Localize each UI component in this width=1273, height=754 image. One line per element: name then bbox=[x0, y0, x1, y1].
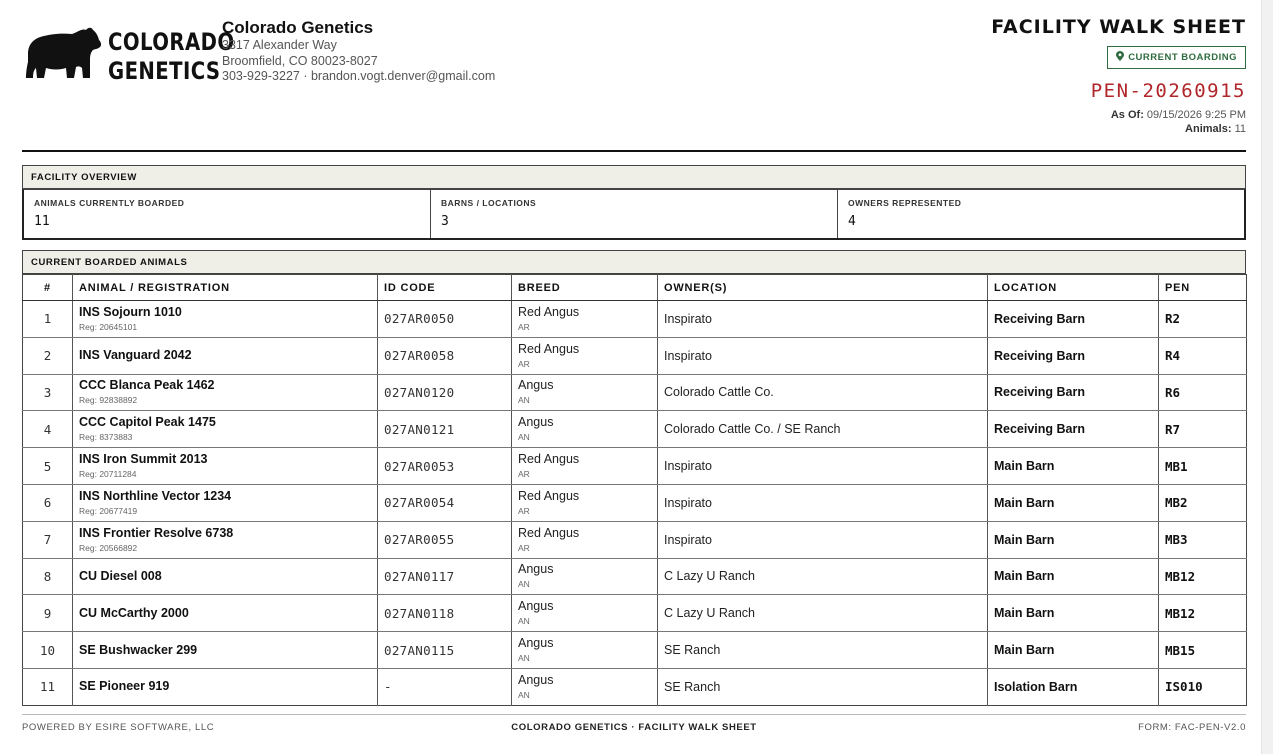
bear-icon bbox=[22, 24, 102, 82]
row-number: 1 bbox=[23, 301, 73, 338]
table-header-row bbox=[23, 275, 1247, 301]
animal-cell bbox=[73, 301, 378, 338]
footer-divider bbox=[22, 714, 1246, 715]
company-info bbox=[222, 18, 495, 85]
registration-number: Reg: 92838892 bbox=[79, 395, 138, 406]
id-code: 027AR0053 bbox=[378, 448, 512, 485]
vertical-scrollbar[interactable] bbox=[1261, 0, 1273, 754]
table-row bbox=[23, 411, 1247, 448]
pen-cell: MB15 bbox=[1159, 632, 1247, 669]
status-badge-label: CURRENT BOARDING bbox=[1128, 52, 1237, 63]
pen-cell: IS010 bbox=[1165, 679, 1203, 695]
animals-count-line bbox=[991, 122, 1246, 136]
pen-cell: R6 bbox=[1159, 374, 1247, 411]
overview-grid bbox=[22, 189, 1246, 240]
boarded-animals-heading: CURRENT BOARDED ANIMALS bbox=[22, 250, 1246, 274]
animal-name: SE Pioneer 919 bbox=[79, 679, 170, 694]
animal-name: CCC Capitol Peak 1475 bbox=[79, 415, 216, 430]
pen-sheet-id: PEN-20260915 bbox=[1090, 80, 1246, 102]
company-logo bbox=[22, 22, 235, 86]
pen-cell: MB2 bbox=[1159, 484, 1247, 521]
animal-name: INS Sojourn 1010 bbox=[79, 304, 182, 319]
owner-cell: Colorado Cattle Co. bbox=[658, 374, 988, 411]
registration-number: Reg: 20711284 bbox=[79, 469, 137, 480]
table-row bbox=[23, 484, 1247, 521]
table-row bbox=[23, 448, 1247, 485]
location-cell: Main Barn bbox=[988, 632, 1159, 669]
company-address-line-2: Broomfield, CO 80023-8027 bbox=[222, 53, 378, 68]
breed-cell bbox=[512, 301, 658, 338]
table-row bbox=[23, 668, 1247, 705]
table-row bbox=[23, 595, 1247, 632]
breed-cell bbox=[512, 448, 658, 485]
breed-code: AR bbox=[518, 505, 530, 516]
id-code: 027AN0120 bbox=[378, 374, 512, 411]
breed-cell bbox=[512, 521, 658, 558]
logo-line-2: GENETICS bbox=[108, 57, 221, 85]
registration-number: Reg: 20645101 bbox=[79, 321, 138, 332]
breed-name: Angus bbox=[518, 636, 554, 651]
logo-wordmark bbox=[108, 28, 234, 86]
overview-cell-locations bbox=[431, 190, 838, 238]
animal-name: SE Bushwacker 299 bbox=[79, 642, 198, 657]
animal-cell bbox=[73, 632, 378, 669]
animal-cell bbox=[73, 374, 378, 411]
animal-cell bbox=[73, 558, 378, 595]
row-number: 5 bbox=[23, 448, 73, 485]
status-badge bbox=[1107, 46, 1246, 69]
table-row bbox=[23, 337, 1247, 374]
breed-code: AR bbox=[518, 358, 530, 369]
breed-name: Angus bbox=[518, 378, 554, 393]
id-code: 027AR0054 bbox=[378, 484, 512, 521]
overview-cell-animals bbox=[24, 190, 431, 238]
table-row bbox=[23, 301, 1247, 338]
animal-name: INS Northline Vector 1234 bbox=[79, 488, 232, 503]
id-code: 027AR0055 bbox=[378, 521, 512, 558]
table-row bbox=[23, 374, 1247, 411]
animal-cell bbox=[73, 595, 378, 632]
breed-name: Red Angus bbox=[518, 341, 580, 356]
breed-name: Red Angus bbox=[518, 304, 580, 319]
breed-cell bbox=[512, 558, 658, 595]
boarded-animals-table bbox=[22, 274, 1247, 706]
column-header-id-code: ID CODE bbox=[378, 275, 512, 301]
location-cell: Receiving Barn bbox=[988, 411, 1159, 448]
row-number: 10 bbox=[23, 632, 73, 669]
location-cell: Receiving Barn bbox=[988, 301, 1159, 338]
breed-code: AN bbox=[518, 579, 530, 590]
boarded-animals-section bbox=[22, 250, 1246, 706]
company-contact: 303-929-3227 · brandon.vogt.denver@gmail.com bbox=[222, 69, 496, 83]
breed-name: Angus bbox=[518, 415, 554, 430]
breed-name: Red Angus bbox=[518, 488, 580, 503]
breed-cell bbox=[512, 595, 658, 632]
column-header-pen: PEN bbox=[1159, 275, 1247, 301]
breed-cell bbox=[512, 668, 658, 705]
owner-cell: C Lazy U Ranch bbox=[658, 595, 988, 632]
row-number: 2 bbox=[23, 337, 73, 374]
page-footer bbox=[22, 722, 1246, 736]
row-number: 9 bbox=[23, 595, 73, 632]
as-of-line bbox=[991, 108, 1246, 122]
document-title: FACILITY WALK SHEET bbox=[991, 16, 1246, 38]
breed-code: AR bbox=[518, 469, 530, 480]
company-name: Colorado Genetics bbox=[222, 18, 374, 37]
owner-cell: SE Ranch bbox=[658, 668, 988, 705]
column-header-owners: OWNER(S) bbox=[658, 275, 988, 301]
owner-cell: SE Ranch bbox=[658, 632, 988, 669]
row-number: 3 bbox=[23, 374, 73, 411]
pen-cell: MB3 bbox=[1159, 521, 1247, 558]
animal-cell bbox=[73, 521, 378, 558]
registration-number: Reg: 8373883 bbox=[79, 432, 133, 443]
breed-cell bbox=[512, 337, 658, 374]
id-code: 027AN0115 bbox=[378, 632, 512, 669]
breed-code: AN bbox=[518, 395, 530, 406]
id-code: 027AN0121 bbox=[378, 411, 512, 448]
column-header-animal: ANIMAL / REGISTRATION bbox=[73, 275, 378, 301]
owner-cell: Colorado Cattle Co. / SE Ranch bbox=[658, 411, 988, 448]
overview-cell-owners bbox=[838, 190, 1244, 238]
breed-cell bbox=[512, 374, 658, 411]
row-number: 4 bbox=[23, 411, 73, 448]
overview-value: 11 bbox=[34, 214, 50, 229]
table-row bbox=[23, 632, 1247, 669]
pen-cell: R7 bbox=[1159, 411, 1247, 448]
breed-code: AN bbox=[518, 616, 530, 627]
footer-form-id: FORM: FAC-PEN-V2.0 bbox=[1138, 722, 1246, 733]
facility-overview bbox=[22, 165, 1246, 240]
animal-cell bbox=[73, 668, 378, 705]
pen-cell: MB1 bbox=[1159, 448, 1247, 485]
location-cell: Isolation Barn bbox=[988, 668, 1159, 705]
column-header-breed: BREED bbox=[512, 275, 658, 301]
location-cell: Receiving Barn bbox=[988, 337, 1159, 374]
breed-name: Angus bbox=[518, 672, 554, 687]
logo-line-1: COLORADO bbox=[108, 28, 235, 56]
company-address-line-1: 3317 Alexander Way bbox=[222, 38, 337, 52]
table-row bbox=[23, 521, 1247, 558]
owner-cell: Inspirato bbox=[658, 448, 988, 485]
owner-cell: Inspirato bbox=[658, 484, 988, 521]
breed-code: AN bbox=[518, 653, 530, 664]
breed-code: AN bbox=[518, 432, 530, 443]
breed-cell bbox=[512, 632, 658, 669]
table-body bbox=[23, 301, 1247, 706]
id-code: 027AR0058 bbox=[378, 337, 512, 374]
animal-cell bbox=[73, 484, 378, 521]
breed-name: Red Angus bbox=[518, 525, 580, 540]
walk-sheet-page bbox=[22, 0, 1246, 754]
pen-cell: MB12 bbox=[1159, 558, 1247, 595]
owner-cell: C Lazy U Ranch bbox=[658, 558, 988, 595]
location-cell: Receiving Barn bbox=[988, 374, 1159, 411]
footer-powered-by: POWERED BY ESIRE SOFTWARE, LLC bbox=[22, 722, 215, 733]
animals-count-label: Animals: bbox=[1185, 123, 1232, 135]
animal-name: INS Frontier Resolve 6738 bbox=[79, 525, 234, 540]
location-cell: Main Barn bbox=[988, 484, 1159, 521]
facility-overview-heading: FACILITY OVERVIEW bbox=[22, 165, 1246, 189]
overview-label: BARNS / LOCATIONS bbox=[441, 198, 537, 208]
overview-label: OWNERS REPRESENTED bbox=[848, 198, 962, 208]
location-cell: Main Barn bbox=[988, 521, 1159, 558]
breed-code: AR bbox=[518, 542, 530, 553]
id-code: 027AN0118 bbox=[378, 595, 512, 632]
location-pin-icon bbox=[1116, 51, 1124, 61]
animal-cell bbox=[73, 448, 378, 485]
animal-name: CU Diesel 008 bbox=[79, 568, 162, 583]
table-row bbox=[23, 558, 1247, 595]
overview-value: 3 bbox=[441, 214, 449, 229]
as-of-value: 09/15/2026 9:25 PM bbox=[1146, 109, 1246, 121]
animal-cell bbox=[73, 411, 378, 448]
location-cell: Main Barn bbox=[988, 448, 1159, 485]
document-header bbox=[22, 14, 1246, 140]
animal-cell bbox=[73, 337, 378, 374]
breed-name: Red Angus bbox=[518, 452, 580, 467]
registration-number: Reg: 20677419 bbox=[79, 505, 138, 516]
owner-cell: Inspirato bbox=[658, 337, 988, 374]
id-code: 027AN0117 bbox=[378, 558, 512, 595]
pen-cell: R2 bbox=[1159, 301, 1247, 338]
breed-name: Angus bbox=[518, 599, 554, 614]
animal-name: CU McCarthy 2000 bbox=[79, 605, 189, 620]
header-divider bbox=[22, 150, 1246, 152]
row-number: 11 bbox=[23, 668, 73, 705]
location-cell: Main Barn bbox=[988, 558, 1159, 595]
location-cell: Main Barn bbox=[988, 595, 1159, 632]
document-meta bbox=[991, 16, 1246, 136]
footer-document-name: COLORADO GENETICS · FACILITY WALK SHEET bbox=[511, 722, 757, 733]
as-of-label: As Of: bbox=[1110, 109, 1144, 121]
owner-cell: Inspirato bbox=[658, 521, 988, 558]
animal-name: CCC Blanca Peak 1462 bbox=[79, 378, 215, 393]
pen-cell: MB12 bbox=[1159, 595, 1247, 632]
row-number: 7 bbox=[23, 521, 73, 558]
id-code: - bbox=[378, 668, 512, 705]
overview-value: 4 bbox=[848, 214, 856, 229]
animal-name: INS Iron Summit 2013 bbox=[79, 452, 208, 467]
row-number: 6 bbox=[23, 484, 73, 521]
breed-code: AN bbox=[518, 689, 530, 700]
pen-cell: R4 bbox=[1159, 337, 1247, 374]
breed-name: Angus bbox=[518, 562, 554, 577]
row-number: 8 bbox=[23, 558, 73, 595]
breed-cell bbox=[512, 484, 658, 521]
breed-cell bbox=[512, 411, 658, 448]
animals-count-value: 11 bbox=[1234, 123, 1246, 135]
overview-label: ANIMALS CURRENTLY BOARDED bbox=[34, 198, 185, 208]
column-header-number: # bbox=[23, 275, 73, 301]
id-code: 027AR0050 bbox=[378, 301, 512, 338]
registration-number: Reg: 20566892 bbox=[79, 542, 138, 553]
owner-cell: Inspirato bbox=[658, 301, 988, 338]
column-header-location: LOCATION bbox=[988, 275, 1159, 301]
animal-name: INS Vanguard 2042 bbox=[79, 348, 192, 363]
breed-code: AR bbox=[518, 321, 530, 332]
